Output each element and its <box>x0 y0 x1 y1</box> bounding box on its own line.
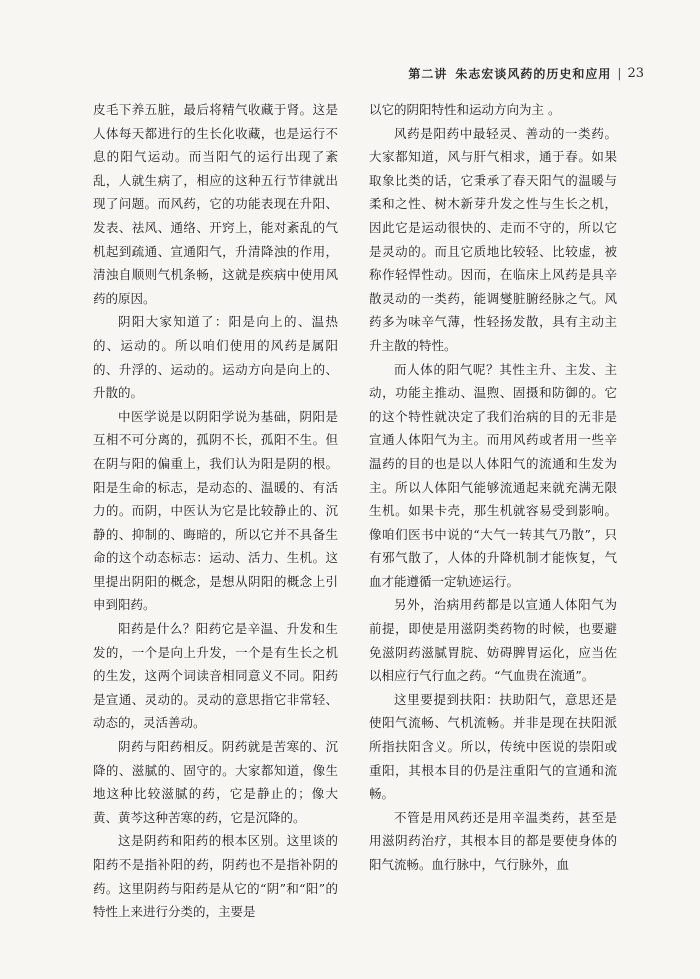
header-divider: | <box>617 66 622 80</box>
right-column <box>369 98 617 877</box>
chapter-title: 朱志宏谈风药的历史和应用 <box>455 66 612 81</box>
paragraph: 这是阴药和阳药的根本区别。这里谈的阳药不是指补阳的药，阴药也不是指补阴的药。这里阴药与阳药是从它的“阴”和“阳”的特性上来进行分类的，主要是 <box>93 833 338 920</box>
paragraph: 阳药是什么？阳药它是辛温、升发和生发的，一个是向上升发，一个是有生长之机的生发，这两个词读音相同意义不同。阳药是宣通、灵动的。灵动的意思指它非常轻、动态的，灵活善动。 <box>93 621 338 731</box>
left-column <box>93 98 338 924</box>
paragraph: 以它的阴阳特性和运动方向为主 。 <box>369 102 561 117</box>
paragraph: 这里要提到扶阳：扶助阳气，意思还是使阳气流畅、气机流畅。并非是现在扶阳派所指扶阳含义。所以，传统中医说的崇阳或重阳，其根本目的仍是注重阳气的宣通和流畅。 <box>369 691 617 802</box>
chapter-label: 第二讲 <box>408 66 448 81</box>
paragraph: 皮毛下养五脏，最后将精气收藏于肾。这是人体每天都进行的生长化收藏，也是运行不息的阳气运动。而当阳气的运行出现了紊乱，人就生病了，相应的这种五行节律就出现了问题。而风药，它的功能表现在升阳、发表、祛风、通络、开窍上，能对紊乱的气机起到疏通、宣通阳气，升清降浊的作用，清浊自顺则气机条畅，这就是疾病中使用风药的原因。 <box>93 102 338 306</box>
paragraph: 而人体的阳气呢？其性主升、主发、主动，功能主推动、温煦、固摄和防御的。它的这个特性就决定了我们治病的目的无非是宣通人体阳气为主。而用风药或者用一些辛温药的目的也是以人体阳气的流通和生发为主。所以人体阳气能够流通起来就充满无限生机。如果卡壳，那生机就容易受到影响。像咱们医书中说的“大气一转其气乃散”，只有邪气散了，人体的升降机制才能恢复，气血才能遵循一定轨迹运行。 <box>369 361 617 589</box>
paragraph: 阴药与阳药相反。阴药就是苦寒的、沉降的、滋腻的、固守的。大家都知道，像生地这种比较滋腻的药，它是静止的；像大黄、黄芩这种苦寒的药，它是沉降的。 <box>93 739 338 825</box>
paragraph: 不管是用风药还是用辛温类药，甚至是用滋阴药治疗，其根本目的都是要使身体的阳气流畅。血行脉中，气行脉外，血 <box>369 809 617 872</box>
paragraph: 中医学说是以阴阳学说为基础，阴阳是互相不可分离的，孤阴不长，孤阳不生。但在阴与阳的偏重上，我们认为阳是阴的根。阳是生命的标志，是动态的、温暖的、有活力的。而阴，中医认为它是比较静止的、沉静的、抑制的、晦暗的，所以它并不具备生命的这个动态标志：运动、活力、生机。这里提出阴阳的概念，是想从阴阳的概念上引申到阳药。 <box>93 408 338 613</box>
paragraph: 风药是阳药中最轻灵、善动的一类药。大家都知道，风与肝气相求，通于春。如果取象比类的话，它秉承了春天阳气的温暖与柔和之性、树木新芽升发之性与生长之机，因此它是运动很快的、走而不守的，所以它是灵动的。而且它质地比较轻、比较虚，被称作轻悍性动。因而，在临床上风药是具辛散灵动的一类药，能调燮脏腑经脉之气。风药多为味辛气薄，性轻扬发散，具有主动主升主散的特性。 <box>369 125 617 353</box>
paragraph: 另外，治病用药都是以宣通人体阳气为前提，即使是用滋阴类药物的时候，也要避免滋阴药滋腻胃脘、妨碍脾胃运化，应当佐以相应行气行血之药。“气血贵在流通”。 <box>369 597 617 684</box>
paragraph: 阴阳大家知道了：阳是向上的、温热的、运动的。所以咱们使用的风药是属阳的、升浮的、运动的。运动方向是向上的、升散的。 <box>93 314 338 401</box>
running-header <box>404 62 644 84</box>
page-number: 23 <box>627 65 644 81</box>
